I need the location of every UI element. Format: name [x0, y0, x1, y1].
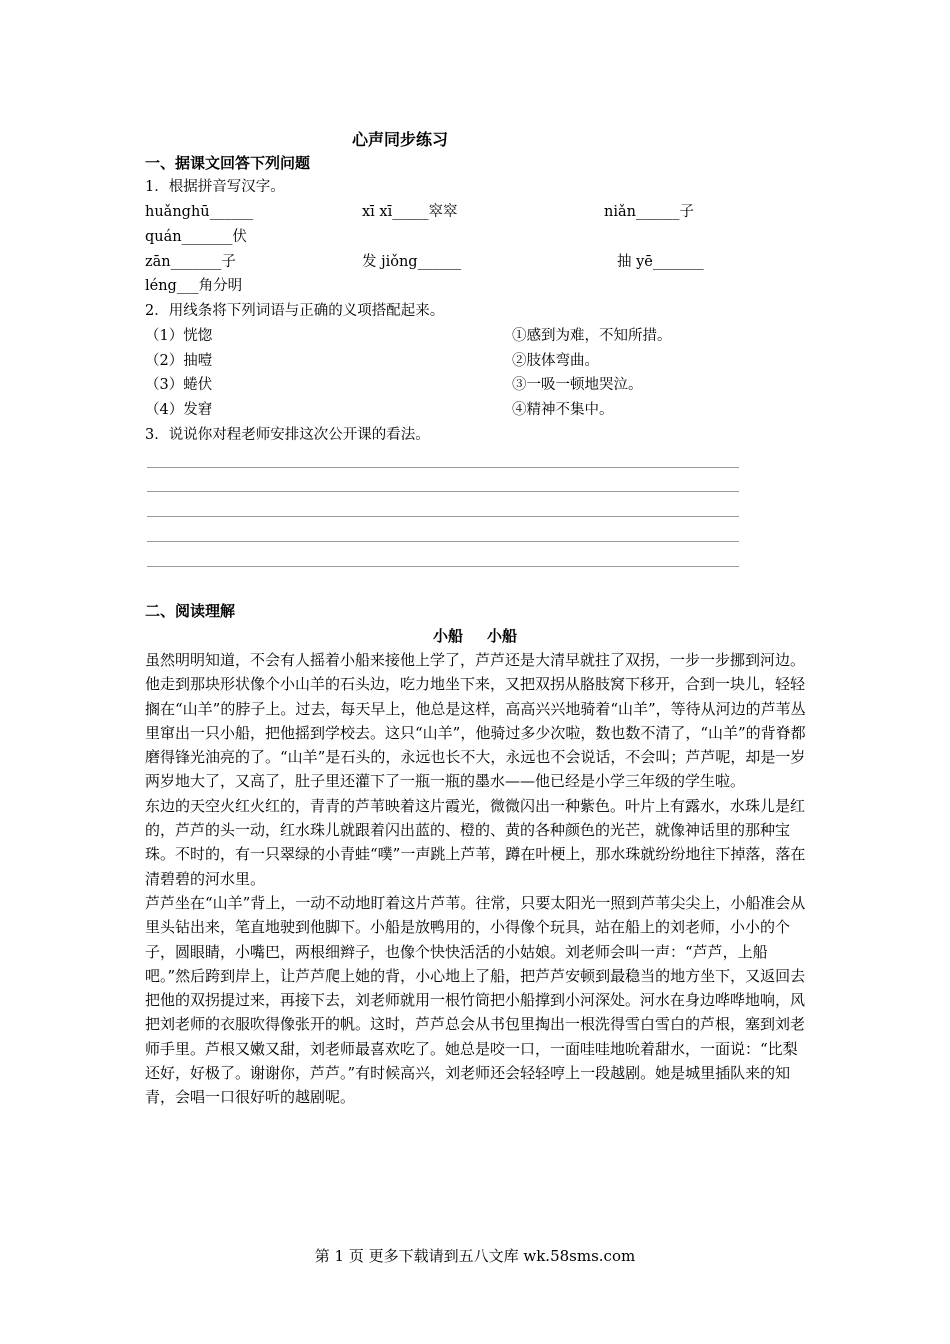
pinyin-item: 抽 yē_______ [617, 254, 704, 270]
page-title: 心声同步练习 [351, 130, 448, 149]
pinyin-item: zān_______子 [145, 254, 236, 270]
story-title [0, 625, 950, 646]
pinyin-item: 发 jiǒng______ [362, 254, 462, 270]
story-title-word: 小船 [487, 627, 518, 645]
pinyin-item: léng___角分明 [145, 278, 243, 294]
answer-line [147, 566, 739, 567]
match-word: （3）蜷伏 [145, 377, 213, 393]
page-footer: 第 1 页 更多下载请到五八文库 wk.58sms.com [314, 1247, 636, 1265]
q2-prompt: 2．用线条将下列词语与正确的义项搭配起来。 [145, 303, 445, 319]
story-paragraph: 他走到那块形状像个小山羊的石头边，吃力地坐下来，又把双拐从胳肢窝下移开，合到一块儿，轻轻搁在“山羊”的脖子上。过去，每天早上，他总是这样，高高兴兴地骑着“山羊”，等待从河边的芦苇丛里窜出一只小船，把他摇到学校去。这只“山羊”，他骑过多少次啦，数也数不清了，“山羊”的背脊都磨得锋光油亮的了。“山羊”是石头的，永远也长不大，永远也不会说话，不会叫；芦芦呢，却是一岁两岁地大了，又高了，肚子里还灌下了一瓶一瓶的墨水——他已经是小学三年级的学生啦。 [145, 675, 806, 791]
pinyin-item: quán_______伏 [145, 229, 247, 245]
pinyin-item: huǎnghū______ [145, 204, 254, 220]
q1-prompt: 1．根据拼音写汉字。 [145, 179, 285, 195]
match-meaning: ②肢体弯曲。 [512, 353, 599, 369]
story-body [145, 648, 810, 1110]
match-meaning: ③一吸一顿地哭泣。 [512, 377, 643, 393]
answer-line [147, 516, 739, 517]
match-word: （4）发窘 [145, 402, 213, 418]
answer-line [147, 467, 739, 468]
match-meaning: ④精神不集中。 [512, 402, 614, 418]
pinyin-item: xī xī_____窣窣 [362, 204, 458, 220]
answer-line [147, 541, 739, 542]
section1-heading: 一、据课文回答下列问题 [145, 154, 311, 172]
match-meaning: ①感到为难，不知所措。 [512, 328, 672, 344]
section2-heading: 二、阅读理解 [145, 602, 236, 620]
story-paragraph: 东边的天空火红火红的，青青的芦苇映着这片霞光，微微闪出一种紫色。叶片上有露水，水珠儿是红的，芦芦的头一动，红水珠儿就跟着闪出蓝的、橙的、黄的各种颜色的光芒，就像神话里的那种宝珠。不时的，有一只翠绿的小青蛙“噗”一声跳上芦苇，蹲在叶梗上，那水珠就纷纷地往下掉落，落在清碧碧的河水里。 [145, 796, 806, 888]
match-word: （2）抽噎 [145, 353, 213, 369]
q3-prompt: 3．说说你对程老师安排这次公开课的看法。 [145, 427, 430, 443]
story-paragraph: 芦芦坐在“山羊”背上，一动不动地盯着这片芦苇。往常，只要太阳光一照到芦苇尖尖上，小船准会从里头钻出来，笔直地驶到他脚下。小船是放鸭用的，小得像个玩具，站在船上的刘老师，小小的个子，圆眼睛，小嘴巴，两根细辫子，也像个快快活活的小姑娘。刘老师会叫一声：“芦芦，上船吧。”然后跨到岸上，让芦芦爬上她的背，小心地上了船，把芦芦安顿到最稳当的地方坐下，又返回去把他的双拐提过来，再接下去，刘老师就用一根竹筒把小船撑到小河深处。河水在身边哗哗地响，风把刘老师的衣服吹得像张开的帆。这时，芦芦总会从书包里掏出一根洗得雪白雪白的芦根，塞到刘老师手里。芦根又嫩又甜，刘老师最喜欢吃了。她总是咬一口，一面哇哇地吮着甜水，一面说：“比梨还好，好极了。谢谢你，芦芦。”有时候高兴，刘老师还会轻轻哼上一段越剧。她是城里插队来的知青，会唱一口很好听的越剧呢。 [145, 893, 806, 1107]
match-word: （1）恍惚 [145, 328, 213, 344]
answer-line [147, 491, 739, 492]
pinyin-item: niǎn______子 [604, 204, 694, 220]
story-title-word: 小船 [432, 627, 463, 645]
story-paragraph: 虽然明明知道，不会有人摇着小船来接他上学了，芦芦还是大清早就拄了双拐，一步一步挪到河边。 [145, 651, 806, 669]
